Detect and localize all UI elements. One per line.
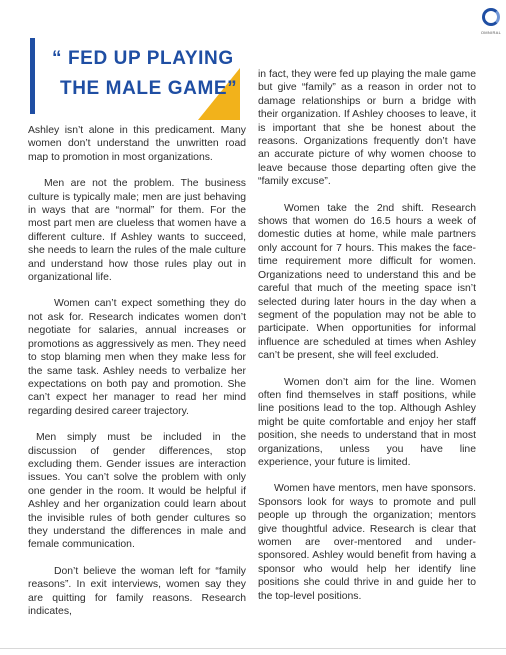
article-title — [30, 38, 240, 120]
paragraph: Women can’t expect something they do not ask for. Research indicates women don’t negotiate for salaries, annual increases or promotions as aggressively as men. They need to stop blaming men when they make less for the same task. Ashley needs to verbalize her expectations on both pay and promotion. She can’t expect her manager to read her mind regarding desired career trajectory. — [28, 298, 246, 417]
right-column — [258, 68, 476, 603]
logo-wordmark: OMNIRAL — [480, 30, 502, 35]
paragraph: Women don’t aim for the line. Women often find themselves in staff positions, while line positions lead to the top. Although Ashley might be quite comfortable and enjoy her staff position, she needs to understand that in most organizations, unless you have line experience, your future is limited. — [258, 376, 476, 468]
title-accent-bar — [30, 38, 35, 114]
omniral-logo — [476, 8, 506, 48]
paragraph: Men simply must be included in the discussion of gender differences, stop excluding them. Gender issues are interaction issues. You can’t solve the problem with only one gender in the room. It would be helpful if Ashley and her organization could learn about the invisible rules of both gender cultures so they understand the differences in male and female communication. — [28, 432, 246, 551]
logo-ring-icon — [482, 8, 500, 26]
paragraph: Men are not the problem. The business culture is typically male; men are just behaving in ways that are “normal” for them. For the most part men are clueless that women have a different culture. If Ashley wants to succeed, she needs to learn the rules of the male culture and understand how those rules play out in organizational life. — [28, 178, 246, 284]
paragraph: in fact, they were fed up playing the male game but give “family” as a reason in order not to damage relationships or burn a bridge with their organization. If Ashley chooses to leave, it is important that she be honest about the reasons. Organizations frequently don’t have an accurate picture of why women choose to leave because those departing often give the “family excuse”. — [258, 69, 476, 188]
paragraph: Ashley isn’t alone in this predicament. Many women don’t understand the unwritten road map to promotion in most organizations. — [28, 125, 246, 163]
title-line-1: “ FED UP PLAYING — [52, 48, 234, 69]
paragraph: Women take the 2nd shift. Research shows that women do 16.5 hours a week of domestic duties at home, while male partners only account for 7 hours. This makes the face-time requirement more difficult for women. Organizations need to understand this and be careful that much of the meeting space isn’t selected during later hours in the day when a segment of the population may not be able to participate. When opportunities for informal influence are scheduled at times when Ashley can’t be present, she will feel excluded. — [258, 202, 476, 362]
left-column — [28, 124, 246, 618]
paragraph: Don’t believe the woman left for “family reasons”. In exit interviews, women say they are quitting for family reasons. Research indicates, — [28, 565, 246, 617]
title-line-2: THE MALE GAME” — [60, 78, 238, 99]
page-bottom-divider — [0, 648, 506, 649]
paragraph: Women have mentors, men have sponsors. Sponsors look for ways to promote and pull people up through the organization; mentors give thoughtful advice. Research is clear that women are over-mentored and under-sponsored. Ashley would benefit from having a sponsor who would help her identify line positions she could thrive in and guide her to the top-level positions. — [258, 483, 476, 602]
